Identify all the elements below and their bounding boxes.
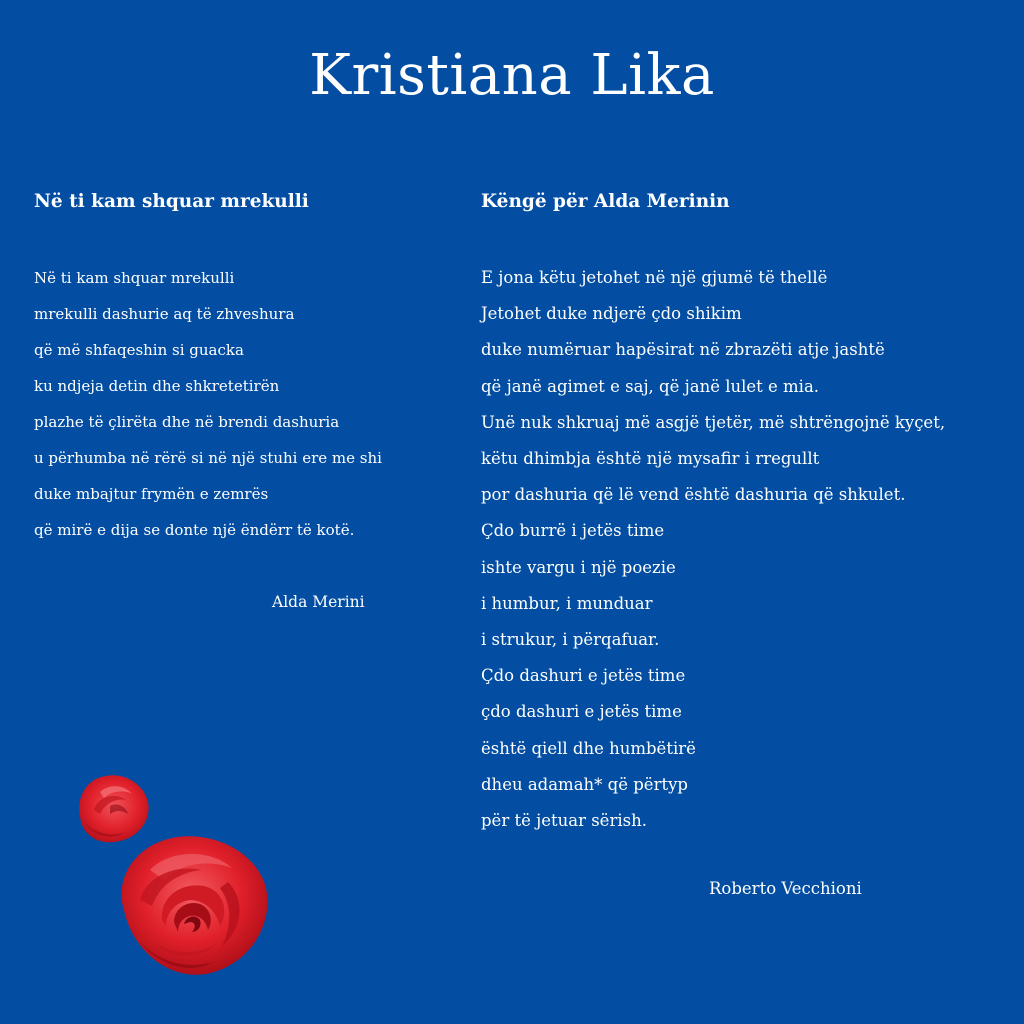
poem-line: Jetohet duke ndjerë çdo shikim: [481, 304, 742, 324]
poem-line: që mirë e dija se donte një ëndërr të kotë.: [34, 521, 355, 539]
poem-line: mrekulli dashurie aq të zhveshura: [34, 305, 295, 323]
poem-left-heading: Në ti kam shquar mrekulli: [34, 191, 309, 212]
poem-line: Çdo dashuri e jetës time: [481, 666, 686, 686]
poem-line: çdo dashuri e jetës time: [481, 702, 682, 722]
poem-left-author: Alda Merini: [272, 593, 365, 611]
poem-line: këtu dhimbja është një mysafir i rregullt: [481, 449, 820, 469]
page-title: Kristiana Lika: [309, 43, 715, 108]
poem-line: dheu adamah* që përtyp: [481, 774, 688, 794]
poem-line: ishte vargu i një poezie: [481, 557, 676, 577]
poem-line: por dashuria që lë vend është dashuria që shkulet.: [481, 485, 906, 505]
poem-line: duke mbajtur frymën e zemrës: [34, 485, 269, 503]
poem-line: është qiell dhe humbëtirë: [481, 738, 696, 758]
poem-line: duke numëruar hapësirat në zbrazëti atje jashtë: [481, 340, 885, 360]
poem-line: ku ndjeja detin dhe shkretetirën: [34, 377, 280, 395]
poem-right-lines: [481, 260, 1021, 839]
poem-left: [34, 186, 454, 548]
poem-line: Çdo burrë i jetës time: [481, 521, 665, 541]
poem-line: i strukur, i përqafuar.: [481, 630, 660, 650]
rose-icon: [110, 830, 272, 980]
poem-line: Në ti kam shquar mrekulli: [34, 269, 235, 287]
poem-line: që më shfaqeshin si guacka: [34, 341, 244, 359]
poem-line: i humbur, i munduar: [481, 593, 653, 613]
poem-line: për të jetuar sërish.: [481, 811, 647, 831]
poem-right-heading: Këngë për Alda Merinin: [481, 191, 730, 212]
poem-line: Unë nuk shkruaj më asgjë tjetër, më shtrëngojnë kyçet,: [481, 412, 946, 432]
poem-line: E jona këtu jetohet në një gjumë të thellë: [481, 268, 828, 287]
poem-right-author: Roberto Vecchioni: [709, 879, 862, 898]
poem-line: plazhe të çlirëta dhe në brendi dashuria: [34, 413, 340, 431]
poem-line: u përhumba në rërë si në një stuhi ere me shi: [34, 449, 382, 467]
poem-left-lines: [34, 260, 454, 548]
poem-right: [481, 186, 1021, 839]
poem-line: që janë agimet e saj, që janë lulet e mia.: [481, 376, 820, 396]
